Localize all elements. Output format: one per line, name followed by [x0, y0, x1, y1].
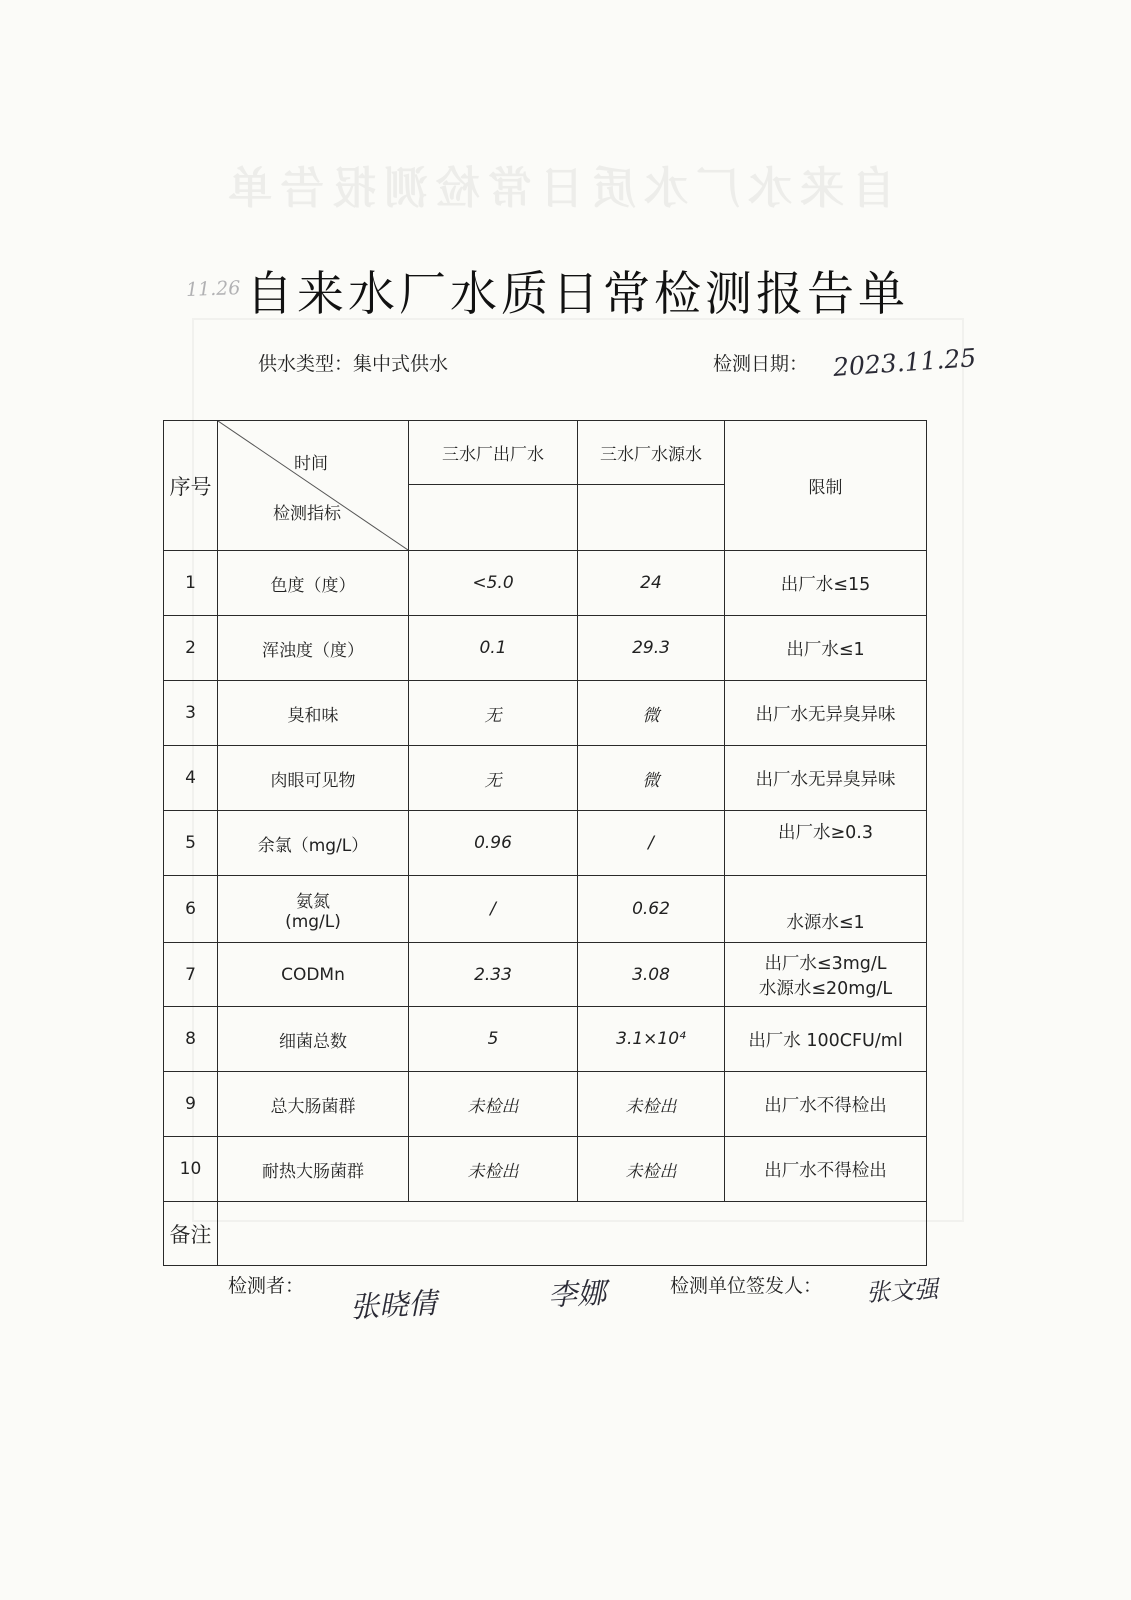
row-no: 10 [164, 1137, 218, 1202]
row-indicator: 总大肠菌群 [218, 1072, 409, 1137]
row-outlet-value: 无 [409, 681, 578, 746]
supply-type [258, 349, 448, 376]
report-title: 自来水厂水质日常检测报告单 [246, 267, 909, 323]
row-limit: 出厂水无异臭异味 [725, 746, 927, 811]
row-limit-line-2: 水源水≤20mg/L [758, 978, 893, 999]
row-outlet-value: 0.96 [409, 811, 578, 876]
row-no: 1 [164, 551, 218, 616]
row-outlet-value: 无 [409, 746, 578, 811]
remarks-label: 备注 [164, 1202, 218, 1266]
row-limit: 出厂水≥0.3 [725, 811, 927, 876]
issuer-label: 检测单位签发人： [670, 1275, 823, 1297]
supply-type-label: 供水类型： [258, 353, 354, 375]
row-outlet-value: 5 [409, 1007, 578, 1072]
row-no: 2 [164, 616, 218, 681]
test-date-value: 2023.11.25 [832, 343, 977, 382]
row-indicator: 细菌总数 [218, 1007, 409, 1072]
table-row [164, 876, 927, 943]
row-indicator-name: 氨氮 [296, 891, 330, 912]
row-no: 9 [164, 1072, 218, 1137]
table-row [164, 681, 927, 746]
row-source-value: 微 [578, 746, 725, 811]
tester-label: 检测者： [228, 1275, 305, 1297]
remarks-row [164, 1202, 927, 1266]
col-outlet-header: 三水厂出厂水 [409, 421, 578, 485]
row-indicator: CODMn [218, 943, 409, 1007]
row-limit: 出厂水不得检出 [725, 1137, 927, 1202]
table-row [164, 943, 927, 1007]
row-indicator [218, 876, 409, 943]
row-limit: 出厂水无异臭异味 [725, 681, 927, 746]
row-limit: 出厂水不得检出 [725, 1072, 927, 1137]
bleed-through-title: 自来水厂水质日常检测报告单 [220, 163, 896, 214]
tester-signature-1: 张晓倩 [349, 1285, 438, 1325]
row-outlet-value: 未检出 [409, 1072, 578, 1137]
table-row [164, 811, 927, 876]
row-source-value: 微 [578, 681, 725, 746]
row-indicator: 浑浊度（度） [218, 616, 409, 681]
table-row [164, 1137, 927, 1202]
issuer-signature: 张文强 [865, 1275, 939, 1307]
row-no: 6 [164, 876, 218, 943]
report-table [163, 420, 927, 1266]
row-limit: 出厂水≤15 [725, 551, 927, 616]
table-row [164, 616, 927, 681]
row-indicator: 色度（度） [218, 551, 409, 616]
row-indicator: 余氯（mg/L） [218, 811, 409, 876]
row-no: 3 [164, 681, 218, 746]
row-source-value: 未检出 [578, 1072, 725, 1137]
row-source-value: 24 [578, 551, 725, 616]
diag-time-label: 时间 [294, 454, 328, 474]
row-source-value: 未检出 [578, 1137, 725, 1202]
col-limit-header: 限制 [725, 421, 927, 551]
table-row [164, 1007, 927, 1072]
row-source-value: 0.62 [578, 876, 725, 943]
margin-note: 11.26 [185, 277, 241, 301]
row-source-value: / [578, 811, 725, 876]
outlet-subheader-empty [409, 485, 578, 551]
row-no: 4 [164, 746, 218, 811]
col-source-header: 三水厂水源水 [578, 421, 725, 485]
row-indicator-unit: (mg/L) [285, 911, 341, 932]
row-limit [725, 943, 927, 1007]
row-outlet-value: 2.33 [409, 943, 578, 1007]
tester-signature-2: 李娜 [547, 1275, 607, 1313]
table-row [164, 746, 927, 811]
test-date-label: 检测日期： [713, 353, 809, 375]
remarks-content [218, 1202, 927, 1266]
source-subheader-empty [578, 485, 725, 551]
supply-type-value: 集中式供水 [353, 353, 449, 375]
row-no: 5 [164, 811, 218, 876]
row-source-value: 29.3 [578, 616, 725, 681]
diagonal-line [218, 421, 408, 550]
row-indicator: 肉眼可见物 [218, 746, 409, 811]
row-outlet-value: 0.1 [409, 616, 578, 681]
row-source-value: 3.08 [578, 943, 725, 1007]
row-limit: 出厂水≤1 [725, 616, 927, 681]
row-no: 8 [164, 1007, 218, 1072]
table-row [164, 1072, 927, 1137]
diag-indicator-label: 检测指标 [273, 504, 341, 524]
row-outlet-value: <5.0 [409, 551, 578, 616]
row-limit: 水源水≤1 [725, 876, 927, 943]
row-outlet-value: / [409, 876, 578, 943]
seq-header: 序号 [164, 421, 218, 551]
row-source-value: 3.1×10⁴ [578, 1007, 725, 1072]
diagonal-header [218, 421, 409, 551]
row-outlet-value: 未检出 [409, 1137, 578, 1202]
table-row [164, 551, 927, 616]
row-limit: 出厂水 100CFU/ml [725, 1007, 927, 1072]
row-indicator: 臭和味 [218, 681, 409, 746]
row-indicator: 耐热大肠菌群 [218, 1137, 409, 1202]
row-limit-line-1: 出厂水≤3mg/L [764, 953, 887, 974]
row-no: 7 [164, 943, 218, 1007]
